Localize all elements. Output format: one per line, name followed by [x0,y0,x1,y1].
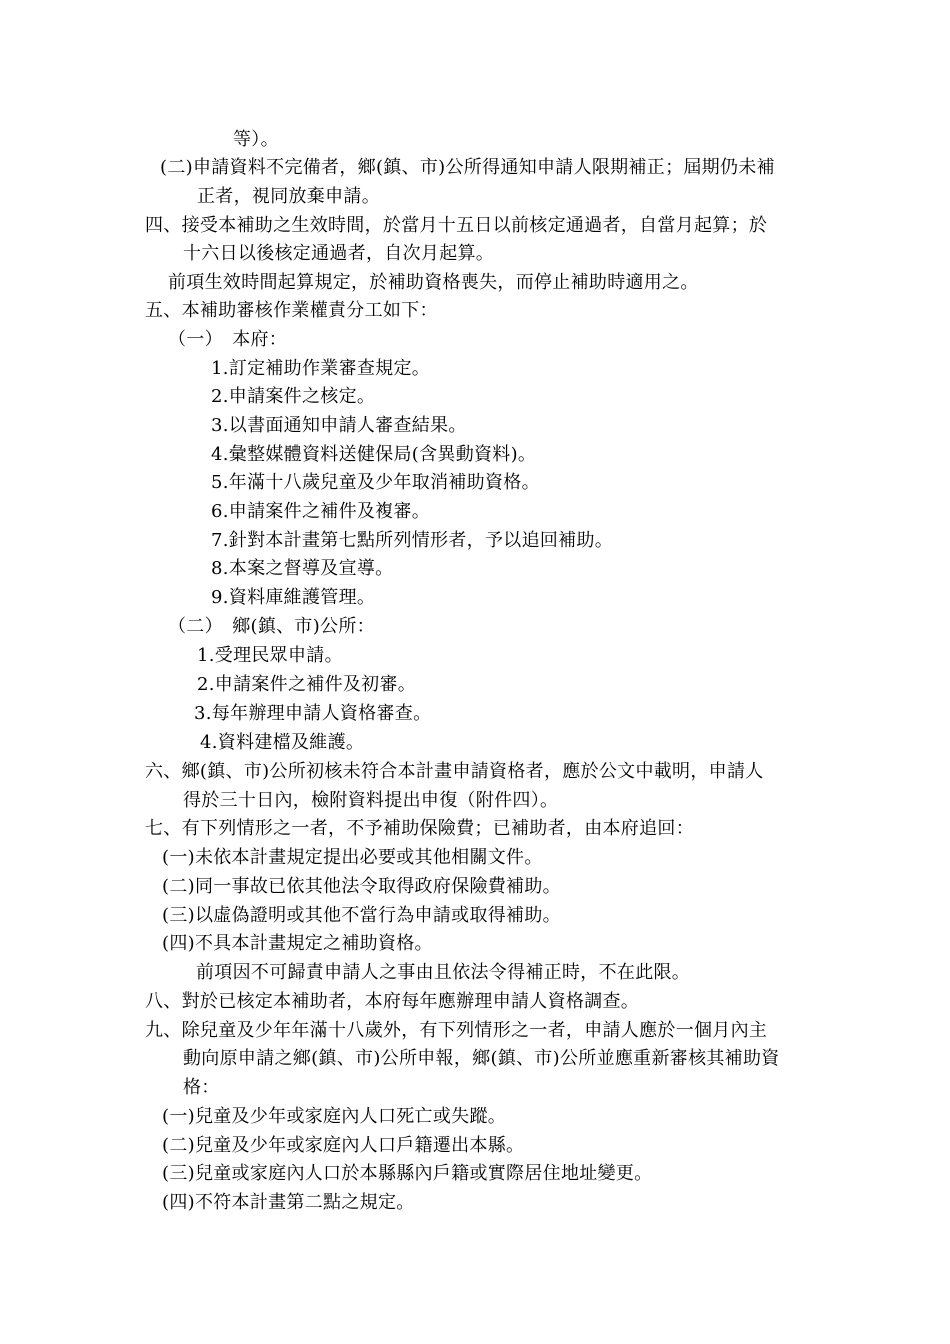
text-line: 得於三十日內，檢附資料提出申復（附件四）。 [183,790,559,811]
text-line: 正者，視同放棄申請。 [197,186,380,207]
text-line: 3.以書面通知申請人審查結果。 [211,415,467,436]
text-line: （一） 本府： [168,329,288,350]
text-line: (二)兒童及少年或家庭內人口戶籍遷出本縣。 [162,1135,525,1156]
text-line: 7.針對本計畫第七點所列情形者，予以追回補助。 [211,530,614,551]
text-line: 動向原申請之鄉(鎮、市)公所申報，鄉(鎮、市)公所並應重新審核其補助資 [183,1048,780,1069]
text-line: (三)兒童或家庭內人口於本縣縣內戶籍或實際居住地址變更。 [162,1163,653,1184]
text-line: (四)不符本計畫第二點之規定。 [162,1192,415,1213]
text-line: (一)兒童及少年或家庭內人口死亡或失蹤。 [162,1106,507,1127]
text-line: 8.本案之督導及宣導。 [211,558,394,579]
text-line: 五、本補助審核作業權責分工如下： [145,300,438,321]
text-line: 六、鄉(鎮、市)公所初核未符合本計畫申請資格者，應於公文中載明，申請人 [145,761,764,782]
text-line: 格： [183,1077,220,1098]
text-line: 2.申請案件之核定。 [211,386,376,407]
text-line: 七、有下列情形之一者，不予補助保險費；已補助者，由本府追回： [145,818,694,839]
text-line: 5.年滿十八歲兒童及少年取消補助資格。 [211,472,540,493]
text-line: (二)同一事故已依其他法令取得政府保險費補助。 [162,876,561,897]
text-line: 九、除兒童及少年年滿十八歲外，有下列情形之一者，申請人應於一個月內主 [145,1020,768,1041]
text-line: 前項因不可歸責申請人之事由且依法令得補正時，不在此限。 [196,962,691,983]
text-line: 3.每年辦理申請人資格審查。 [194,703,432,724]
text-line: 9.資料庫維護管理。 [211,587,376,608]
text-line: 八、對於已核定本補助者，本府每年應辦理申請人資格調查。 [145,991,640,1012]
text-line: 1.受理民眾申請。 [197,645,343,666]
text-line: 四、接受本補助之生效時間，於當月十五日以前核定通過者，自當月起算；於 [145,215,768,236]
text-line: 前項生效時間起算規定，於補助資格喪失，而停止補助時適用之。 [168,272,699,293]
text-line: (三)以虛偽證明或其他不當行為申請或取得補助。 [162,905,561,926]
text-line: 等）。 [233,129,279,150]
text-line: (二)申請資料不完備者，鄉(鎮、市)公所得通知申請人限期補正；屆期仍未補 [160,157,775,178]
text-line: 十六日以後核定通過者，自次月起算。 [183,243,495,264]
text-line: 4.彙整媒體資料送健保局(含異動資料)。 [211,444,537,465]
text-line: 4.資料建檔及維護。 [200,732,365,753]
text-line: (四)不具本計畫規定之補助資格。 [162,933,433,954]
text-line: 2.申請案件之補件及初審。 [197,674,417,695]
text-line: 6.申請案件之補件及複審。 [211,501,431,522]
text-line: 1.訂定補助作業審查規定。 [211,358,431,379]
text-line: （二） 鄉(鎮、市)公所： [168,616,375,637]
text-line: (一)未依本計畫規定提出必要或其他相關文件。 [162,847,543,868]
